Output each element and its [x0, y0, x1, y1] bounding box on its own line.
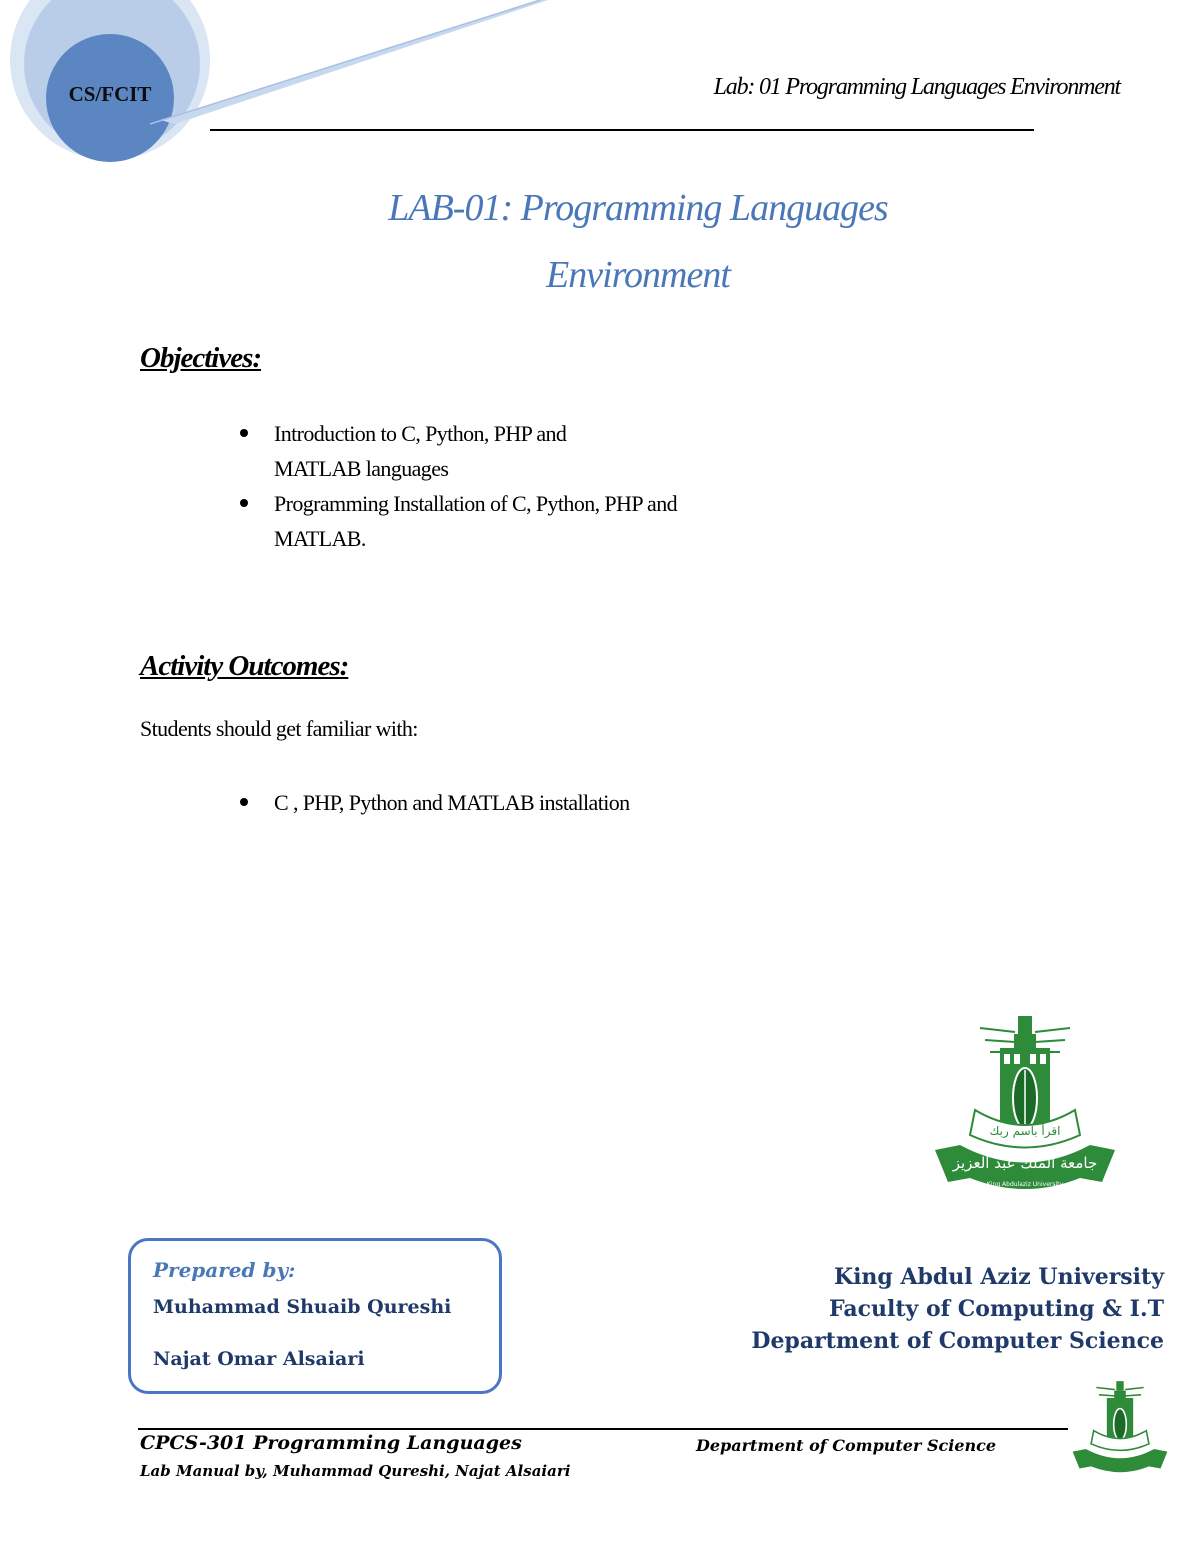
- university-logo-icon: [930, 1010, 1120, 1200]
- svg-text:اقرأ باسم ربك: اقرأ باسم ربك: [989, 1124, 1061, 1138]
- prepared-by-label: Prepared by:: [153, 1258, 296, 1282]
- lab-title-line-2: Environment: [546, 254, 730, 296]
- cs-fcit-badge: CS/FCIT: [68, 82, 152, 106]
- outcomes-intro: Students should get familiar with:: [140, 716, 418, 741]
- department-name: Department of Computer Science: [751, 1328, 1164, 1354]
- university-name: King Abdul Aziz University: [833, 1264, 1164, 1290]
- footer-course: CPCS-301 Programming Languages: [140, 1432, 522, 1454]
- bullet-icon: [240, 798, 248, 806]
- activity-outcomes-heading: Activity Outcomes:: [140, 650, 349, 682]
- bullet-icon: [240, 499, 248, 507]
- running-header-title: Lab: 01 Programming Languages Environment: [713, 74, 1120, 100]
- list-item: Introduction to C, Python, PHP and MATLAB languages: [240, 416, 840, 486]
- author-name: Najat Omar Alsaiari: [153, 1348, 365, 1370]
- list-item: C , PHP, Python and MATLAB installation: [240, 785, 840, 820]
- header-rule: [210, 129, 1034, 131]
- objectives-list: [240, 416, 840, 556]
- footer-university-logo-icon: [1070, 1378, 1170, 1478]
- outcomes-list: [240, 785, 840, 820]
- objectives-heading: Objectives:: [140, 342, 262, 374]
- faculty-name: Faculty of Computing & I.T: [828, 1296, 1164, 1322]
- lab-title-line-1: LAB-01: Programming Languages: [388, 187, 888, 229]
- author-name: Muhammad Shuaib Qureshi: [153, 1296, 452, 1318]
- list-item: Programming Installation of C, Python, PHP and MATLAB.: [240, 486, 840, 556]
- svg-text:King Abdulaziz University: King Abdulaziz University: [986, 1181, 1064, 1188]
- svg-text:جامعة الملك عبد العزيز: جامعة الملك عبد العزيز: [952, 1154, 1098, 1172]
- footer-manual-credit: Lab Manual by, Muhammad Qureshi, Najat Alsaiari: [140, 1462, 571, 1480]
- footer-rule: [138, 1428, 1068, 1430]
- bullet-icon: [240, 429, 248, 437]
- footer-department: Department of Computer Science: [696, 1436, 997, 1455]
